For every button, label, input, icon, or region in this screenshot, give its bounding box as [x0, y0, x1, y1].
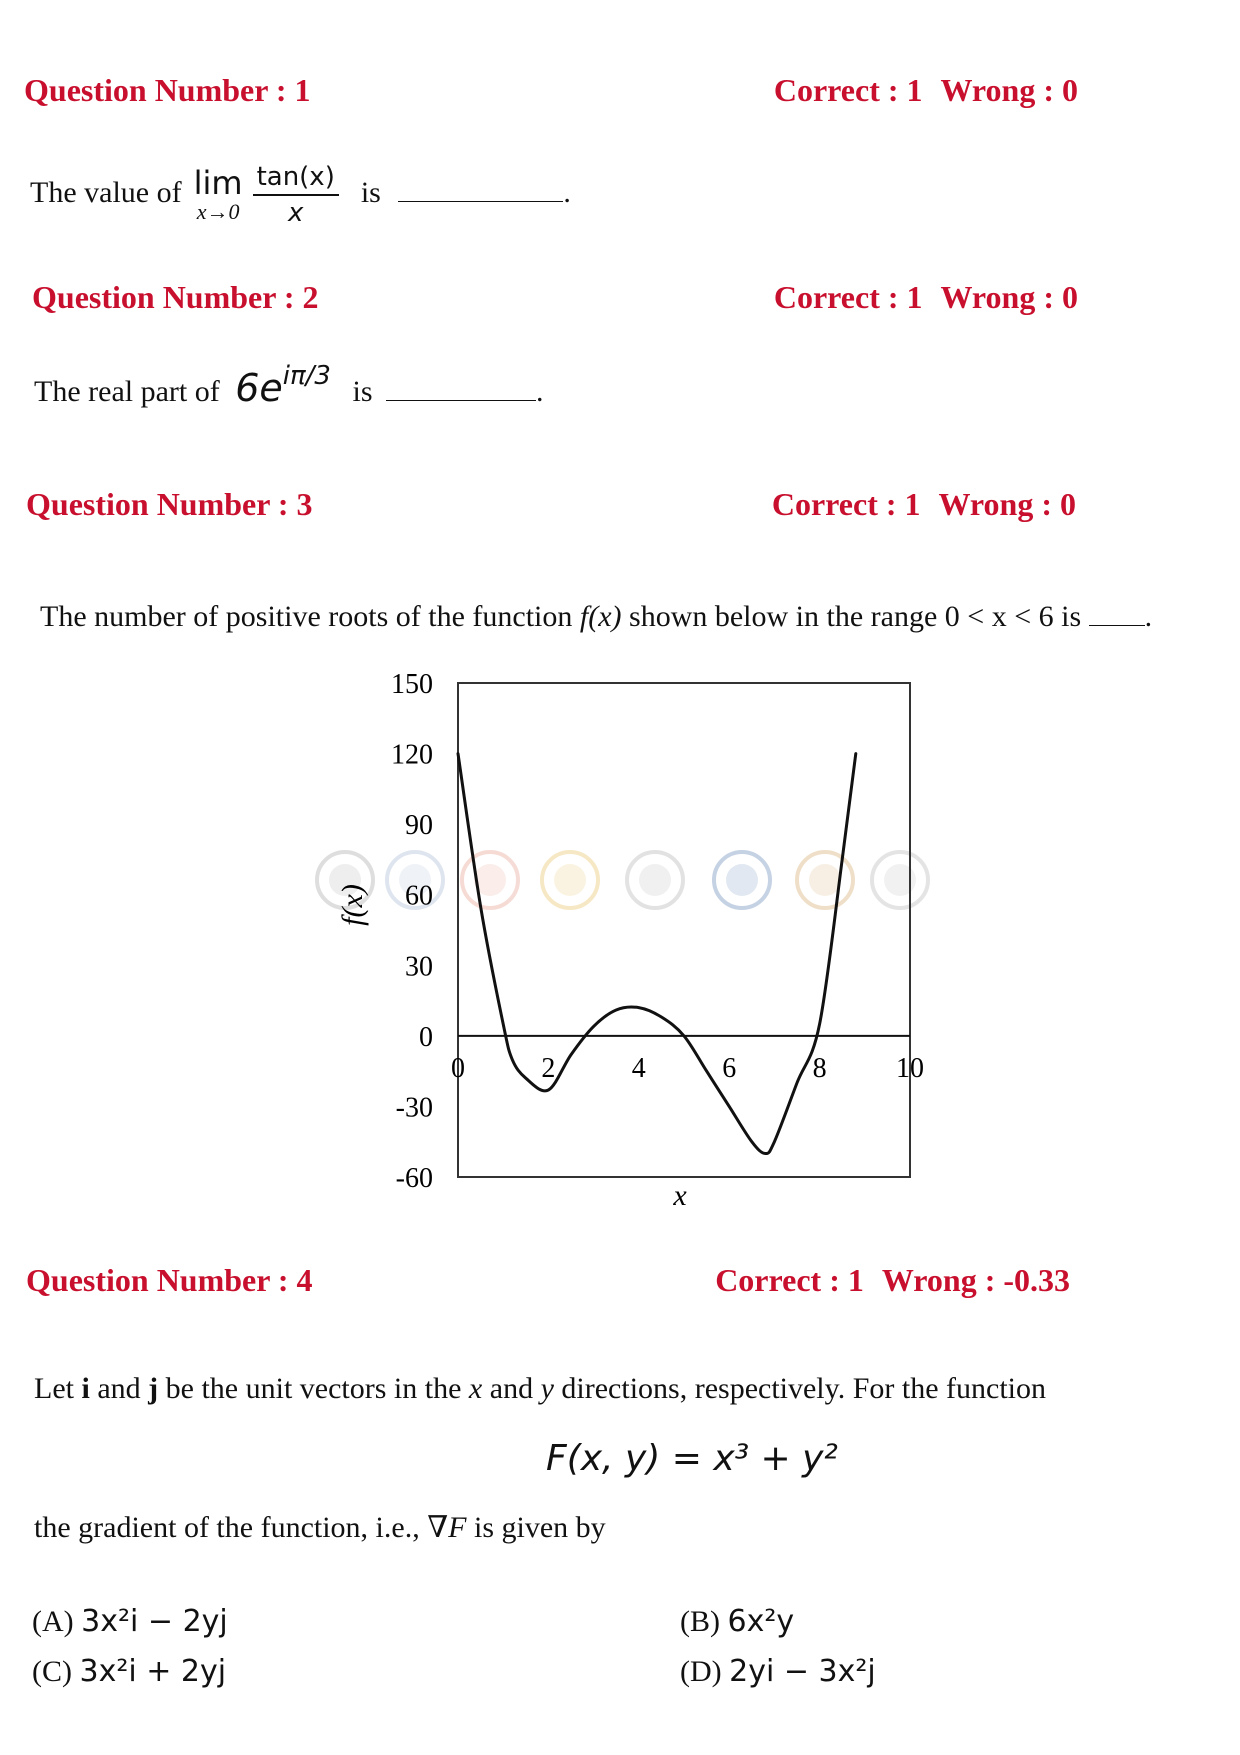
question-3-text — [40, 600, 1152, 634]
chart-y-tick-label: 0 — [419, 1021, 433, 1053]
chart-y-tick-label: 90 — [405, 810, 433, 842]
q1-end: . — [563, 175, 571, 209]
option-c[interactable] — [32, 1654, 226, 1689]
q1-text-after: is — [360, 175, 381, 209]
q4-vector-j: j — [148, 1372, 159, 1405]
question-1-wrong: Wrong : 0 — [940, 72, 1078, 108]
chart-x-tick-label: 4 — [631, 1052, 646, 1084]
option-b-expr: 6x²y — [727, 1604, 795, 1639]
question-3-header: Question Number : 3 — [26, 486, 313, 522]
chart-y-tick-label: 120 — [391, 739, 433, 771]
option-d[interactable] — [680, 1654, 876, 1689]
question-2-correct: Correct : 1 — [773, 279, 923, 315]
question-4-line-3 — [34, 1510, 606, 1545]
question-4-header: Question Number : 4 — [26, 1262, 313, 1298]
chart-x-ticks — [451, 1053, 924, 1084]
q4-vector-i: i — [81, 1372, 90, 1405]
option-b-label: (B) — [680, 1605, 720, 1638]
question-1-header: Question Number : 1 — [24, 72, 311, 108]
iitkgp-logo — [714, 852, 770, 908]
question-2-wrong: Wrong : 0 — [940, 279, 1078, 315]
q3-text-b: shown below in the range 0 < x < 6 is — [629, 600, 1082, 633]
q1-text-before: The value of — [30, 175, 182, 209]
question-4-wrong: Wrong : -0.33 — [881, 1262, 1070, 1298]
question-1-marks — [774, 72, 1078, 109]
q1-limit — [194, 166, 243, 224]
iitm-logo — [797, 852, 853, 908]
chart-y-axis-label: f(x) — [336, 884, 369, 926]
q4-w4: and — [489, 1372, 534, 1405]
iitk-logo — [627, 852, 683, 908]
q3-text-a: The number of positive roots of the function — [40, 600, 573, 633]
q4-w3: be the unit vectors in the — [165, 1372, 462, 1405]
chart-x-tick-label: 8 — [812, 1052, 827, 1084]
question-2-marks — [774, 279, 1078, 316]
chart-x-tick-label: 2 — [541, 1052, 556, 1084]
q3-function-chart — [0, 640, 1240, 1240]
q3-fx: f(x) — [579, 600, 622, 633]
question-1-correct: Correct : 1 — [773, 72, 923, 108]
question-4-marks — [715, 1262, 1070, 1299]
option-c-label: (C) — [32, 1655, 72, 1688]
q1-fraction — [253, 160, 339, 230]
option-c-expr: 3x²i + 2yj — [79, 1654, 227, 1689]
q1-frac-den: x — [288, 198, 304, 228]
chart-y-tick-label: -30 — [395, 1092, 433, 1124]
q2-answer-blank[interactable] — [386, 400, 536, 401]
iitg-logo — [542, 852, 598, 908]
option-a-expr: 3x²i − 2yj — [81, 1604, 228, 1639]
chart-y-ticks — [391, 669, 433, 1194]
question-4-line-1 — [34, 1372, 1046, 1406]
chart-x-tick-label: 10 — [896, 1052, 924, 1084]
q4-formula: F(x, y) = x³ + y² — [546, 1438, 838, 1479]
option-b[interactable] — [680, 1604, 794, 1639]
chart-series-line — [458, 754, 856, 1154]
q1-lim-word: lim — [193, 164, 243, 202]
q4-y: y — [540, 1372, 554, 1405]
q4-nabla: ∇F — [427, 1511, 467, 1544]
q2-end: . — [536, 375, 544, 408]
question-3-correct: Correct : 1 — [771, 486, 921, 522]
q4-x: x — [468, 1372, 483, 1405]
question-2-text — [34, 361, 544, 410]
chart-x-tick-label: 6 — [722, 1052, 737, 1084]
iitd-logo — [462, 852, 518, 908]
option-a[interactable] — [32, 1604, 228, 1639]
option-a-label: (A) — [32, 1605, 74, 1638]
q4-w2: and — [97, 1372, 141, 1405]
q4-w1: Let — [34, 1372, 74, 1405]
iitr-logo — [872, 852, 928, 908]
chart-y-tick-label: 60 — [405, 880, 433, 912]
question-3-marks — [772, 486, 1076, 523]
q2-base: 6e — [235, 366, 283, 410]
q1-answer-blank[interactable] — [398, 201, 563, 202]
q3-answer-blank[interactable] — [1089, 625, 1145, 626]
q2-text-after: is — [352, 375, 373, 408]
q4-line3-b: is given by — [474, 1511, 606, 1544]
option-d-expr: 2yi − 3x²j — [729, 1654, 876, 1689]
chart-x-tick-label: 0 — [451, 1052, 465, 1084]
chart-y-tick-label: -60 — [395, 1163, 433, 1194]
q2-exponent: iπ/3 — [282, 361, 331, 391]
question-4-correct: Correct : 1 — [715, 1262, 864, 1298]
question-1-text — [30, 160, 571, 230]
question-2-header: Question Number : 2 — [32, 279, 319, 315]
q2-text-before: The real part of — [34, 375, 220, 408]
chart-plot-area — [458, 683, 910, 1177]
question-3-wrong: Wrong : 0 — [938, 486, 1076, 522]
q3-end: . — [1144, 600, 1153, 633]
q1-lim-sub: x→0 — [196, 199, 240, 224]
chart-x-axis-label: x — [673, 1179, 687, 1212]
chart-y-tick-label: 30 — [405, 951, 433, 983]
chart-y-tick-label: 150 — [391, 669, 433, 700]
q1-frac-num: tan(x) — [253, 160, 339, 196]
q4-w5: directions, respectively. For the function — [561, 1372, 1046, 1405]
q4-line3-a: the gradient of the function, i.e., — [34, 1511, 420, 1544]
option-d-label: (D) — [680, 1655, 722, 1688]
